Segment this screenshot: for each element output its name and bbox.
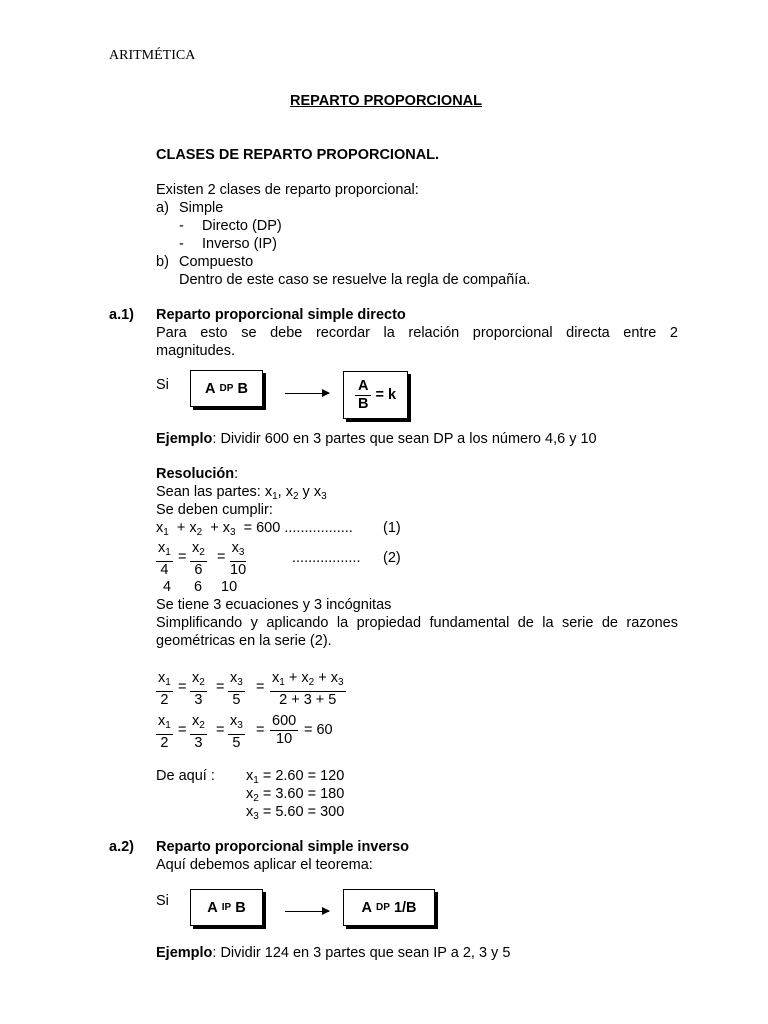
after-text-1: Se tiene 3 ecuaciones y 3 incógnitas [156, 597, 392, 613]
equals-sign: = [256, 679, 265, 695]
resolution-colon: : [234, 466, 239, 482]
a1-text-line1: Para esto se debe recordar la relación proporcional directa entre 2 [156, 325, 678, 341]
class-a-label: a) [156, 200, 169, 216]
result-x3: $x_3 = 5.60 = 300$ [246, 804, 345, 822]
dash: - [179, 236, 184, 252]
example-text: : Dividir 600 en 3 partes que sean DP a los número 4,6 y 10 [212, 431, 597, 447]
example2-label: Ejemplo [156, 945, 213, 961]
example-label: Ejemplo [156, 431, 213, 447]
parts-line: Sean las partes: $x_1$, $x_2$ y $x_3$ [156, 484, 327, 502]
equals-sign: = [178, 722, 187, 738]
equals-sign: = [256, 722, 265, 738]
a2-label: a.2) [109, 839, 134, 855]
eq2-frac-1: $\frac{x_1}{4}$ [158, 540, 171, 578]
a-dp-1b-box [343, 889, 435, 926]
eq2-dots: ................. [292, 550, 361, 566]
series2-frac-1: $\frac{x_1}{2}$ [158, 713, 171, 751]
class-a-sub2: Inverso (IP) [202, 236, 277, 252]
eq2-tag: (2) [383, 550, 401, 566]
arrow-icon [285, 911, 329, 912]
after-text-2: Simplificando y aplicando la propiedad fundamental de la serie de razones [156, 615, 678, 631]
box-rel: DP [219, 383, 234, 394]
result-60: = 60 [304, 722, 333, 738]
equals-sign: = [216, 722, 225, 738]
series-frac-3: $\frac{x_3}{5}$ [230, 670, 243, 708]
class-b-note: Dentro de este caso se resuelve la regla de compañía. [179, 272, 531, 288]
box-rel: IP [221, 902, 232, 913]
class-b-text: Compuesto [179, 254, 254, 270]
box-frac-den: B [357, 395, 369, 412]
a2-text: Aquí debemos aplicar el teorema: [156, 857, 373, 873]
denominator-10: 10 [221, 579, 238, 595]
eq1-tag: (1) [383, 520, 401, 536]
dash: - [179, 218, 184, 234]
equation-1: $x_1 + x_2 + x_3 = 600$ ................. [156, 520, 353, 538]
intro-text: Existen 2 clases de reparto proporcional: [156, 182, 419, 198]
equals-sign: = [216, 679, 225, 695]
page-title: REPARTO PROPORCIONAL [290, 93, 483, 109]
resolution-label: Resolución [156, 466, 235, 482]
box-a: A [361, 899, 372, 916]
series-frac-1: $\frac{x_1}{2}$ [158, 670, 171, 708]
a1-si: Si [156, 377, 169, 393]
denominator-6: 6 [194, 579, 203, 595]
box-b: B [235, 899, 246, 916]
box-rhs: = k [375, 387, 397, 403]
class-b-label: b) [156, 254, 169, 270]
a-ip-b-box [190, 889, 263, 926]
section-heading: CLASES DE REPARTO PROPORCIONAL. [156, 147, 440, 163]
denominator-4: 4 [163, 579, 172, 595]
class-a-sub1: Directo (DP) [202, 218, 282, 234]
a2-heading: Reparto proporcional simple inverso [156, 839, 409, 855]
a-over-b-box [343, 371, 408, 419]
class-a-text: Simple [179, 200, 224, 216]
eq2-frac-2: $\frac{x_2}{6}$ [192, 540, 205, 578]
series-frac-2: $\frac{x_2}{3}$ [192, 670, 205, 708]
arrow-icon [285, 393, 329, 394]
from-here: De aquí : [156, 768, 215, 784]
example2-text: : Dividir 124 en 3 partes que sean IP a 2, 3 y 5 [212, 945, 511, 961]
result-x1: $x_1 = 2.60 = 120$ [246, 768, 345, 786]
a1-label: a.1) [109, 307, 134, 323]
equals-sign: = [178, 679, 187, 695]
series2-frac-2: $\frac{x_2}{3}$ [192, 713, 205, 751]
box-a: A [207, 899, 218, 916]
frac-600-10: $\frac{600}{10}$ [272, 713, 297, 747]
a1-text-line2: magnitudes. [156, 343, 235, 359]
a2-si: Si [156, 893, 169, 909]
after-text-3: geométricas en la serie (2). [156, 633, 332, 649]
header-subject: ARITMÉTICA [109, 48, 196, 63]
box-a: A [205, 380, 216, 397]
series2-frac-3: $\frac{x_3}{5}$ [230, 713, 243, 751]
sum-frac: $\frac{x_1 + x_2 + x_3}{2 + 3 + 5}$ [272, 670, 344, 708]
box-b: B [237, 380, 248, 397]
a-dp-b-box [190, 370, 263, 407]
result-x2: $x_2 = 3.60 = 180$ [246, 786, 345, 804]
equals-sign: = [217, 549, 226, 565]
must-text: Se deben cumplir: [156, 502, 273, 518]
box-frac-num: A [355, 378, 371, 396]
a1-heading: Reparto proporcional simple directo [156, 307, 406, 323]
box-rel: DP [376, 902, 390, 913]
box-b: 1/B [393, 899, 417, 916]
eq2-frac-3: $\frac{x_3}{10}$ [230, 540, 247, 578]
equals-sign: = [178, 549, 187, 565]
